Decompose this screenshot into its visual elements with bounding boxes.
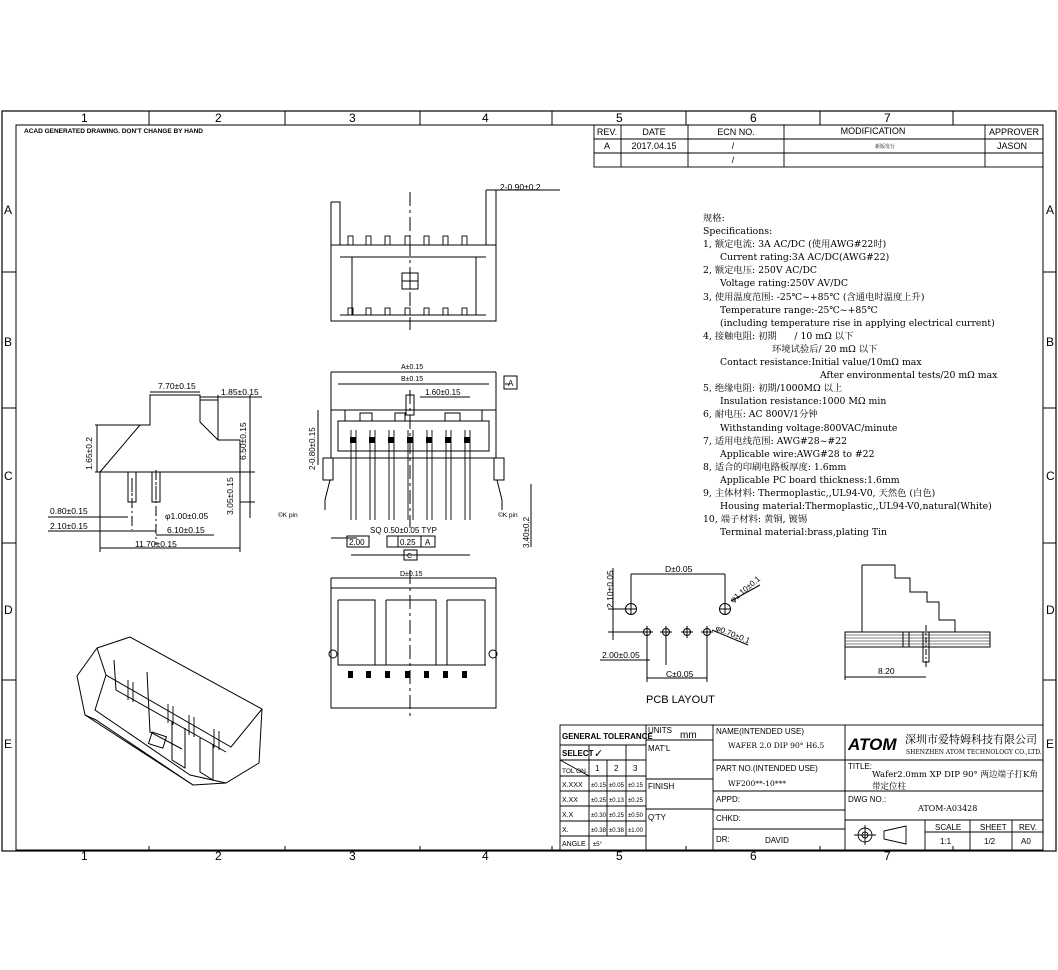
svg-text:B: B [1046, 335, 1055, 349]
svg-text:B: B [4, 335, 13, 349]
ecn-value-2: / [731, 155, 735, 165]
spec-line: 规格: [703, 213, 725, 224]
spec-line: 1, 额定电流: 3A AC/DC (使用AWG#22时) [703, 239, 887, 251]
spec-line: Applicable PC board thickness:1.6mm [720, 474, 900, 486]
svg-text:5: 5 [616, 849, 623, 863]
ecn-header: ECN NO. [717, 127, 755, 137]
svg-text:✓: ✓ [594, 748, 604, 760]
bottom-view [329, 570, 497, 716]
date-value: 2017.04.15 [631, 141, 677, 151]
dim-bottom-d: D±0.15 [400, 571, 423, 578]
pcb-dims [602, 564, 762, 706]
spec-line: After environmental tests/20 mΩ max [820, 370, 998, 382]
svg-text:0.25: 0.25 [400, 538, 416, 547]
svg-text:WAFER 2.0 DIP 90° H6.5: WAFER 2.0 DIP 90° H6.5 [728, 741, 825, 750]
svg-text:Wafer2.0mm XP DIP 90° 两边端子打K角: Wafer2.0mm XP DIP 90° 两边端子打K角 [872, 770, 1038, 780]
svg-text:4: 4 [482, 849, 489, 863]
svg-text:1.65±0.2: 1.65±0.2 [84, 436, 94, 470]
svg-text:A±0.15: A±0.15 [401, 364, 424, 371]
svg-text:PART NO.(INTENDED USE): PART NO.(INTENDED USE) [716, 764, 818, 773]
top-view [331, 190, 560, 330]
svg-text:E: E [1046, 737, 1055, 751]
svg-text:PCB LAYOUT: PCB LAYOUT [646, 694, 715, 706]
svg-text:TITLE:: TITLE: [848, 762, 873, 771]
svg-text:ATOM-A03428: ATOM-A03428 [918, 804, 978, 813]
svg-text:1: 1 [595, 764, 600, 773]
svg-text:X.X: X.X [562, 812, 574, 819]
spec-line: Applicable wire:AWG#28 to #22 [720, 448, 875, 460]
svg-text:1: 1 [81, 849, 88, 863]
svg-text:0.80±0.15: 0.80±0.15 [50, 506, 88, 516]
svg-text:2: 2 [614, 764, 619, 773]
spec-line: Temperature range:-25℃~+85℃ [720, 304, 878, 316]
svg-text:1:1: 1:1 [940, 837, 952, 846]
svg-text:±0.15: ±0.15 [628, 783, 643, 789]
spec-line: 环境试验后/ 20 mΩ 以下 [772, 343, 878, 355]
side-view-dims [50, 381, 259, 549]
svg-text:±0.25: ±0.25 [591, 798, 606, 804]
specifications-block [703, 212, 1053, 539]
svg-text:1/2: 1/2 [984, 837, 996, 846]
svg-text:FINISH: FINISH [648, 782, 675, 791]
svg-text:ANGLE: ANGLE [562, 841, 586, 848]
svg-text:SQ 0.50±0.05 TYP: SQ 0.50±0.05 TYP [370, 526, 437, 535]
svg-text:MAT'L: MAT'L [648, 744, 671, 753]
svg-text:APPD:: APPD: [716, 795, 741, 804]
svg-text:±0.13: ±0.13 [609, 798, 624, 804]
spec-line: Contact resistance:Initial value/10mΩ max [720, 357, 922, 369]
svg-text:NAME(INTENDED USE): NAME(INTENDED USE) [716, 727, 805, 736]
svg-text:2-0.80±0.15: 2-0.80±0.15 [308, 427, 317, 470]
svg-text:1.85±0.15: 1.85±0.15 [221, 387, 259, 397]
svg-text:A0: A0 [1021, 837, 1031, 846]
svg-text:1.60±0.15: 1.60±0.15 [425, 388, 461, 397]
svg-text:4: 4 [482, 111, 489, 125]
spec-line: Current rating:3A AC/DC(AWG#22) [720, 252, 890, 264]
svg-text:3: 3 [349, 111, 356, 125]
svg-text:WF200**-10***: WF200**-10*** [728, 779, 787, 788]
svg-text:2.00±0.05: 2.00±0.05 [602, 650, 640, 660]
spec-line: Terminal material:brass,plating Tin [720, 527, 888, 539]
svg-text:2: 2 [215, 849, 222, 863]
svg-text:D: D [4, 603, 13, 617]
spec-line: 9, 主体材料: Thermoplastic,,UL94-V0, 天然色 (白色) [703, 487, 936, 499]
mounted-detail-view [845, 565, 990, 680]
spec-line: Withstanding voltage:800VAC/minute [720, 422, 898, 434]
svg-text:mm: mm [680, 730, 697, 741]
svg-text:7: 7 [884, 111, 891, 125]
svg-text:3.05±0.15: 3.05±0.15 [225, 477, 235, 515]
svg-text:DAVID: DAVID [765, 836, 789, 845]
svg-text:6: 6 [750, 111, 757, 125]
rev-value: A [603, 141, 611, 151]
spec-line: Housing material:Thermoplastic,,UL94-V0,natural(White) [720, 501, 992, 513]
svg-text:带定位柱: 带定位柱 [872, 782, 907, 792]
svg-text:SHEET: SHEET [980, 823, 1007, 832]
svg-text:D: D [1046, 603, 1055, 617]
svg-text:DR:: DR: [716, 835, 730, 844]
approver-value: JASON [996, 141, 1028, 151]
modification-header: MODIFICATION [840, 126, 906, 136]
spec-line: 6, 耐电压: AC 800V/1分钟 [703, 409, 818, 421]
svg-text:±0.38: ±0.38 [609, 828, 624, 834]
svg-text:Q'TY: Q'TY [648, 813, 666, 822]
svg-text:DWG NO.:: DWG NO.: [848, 795, 887, 804]
svg-text:3: 3 [633, 764, 638, 773]
svg-text:A: A [508, 379, 514, 388]
dim-detail-8-20: 8.20 [878, 666, 895, 676]
svg-text:3: 3 [349, 849, 356, 863]
isometric-view [77, 637, 262, 785]
spec-line: 7, 适用电线范围: AWG#28~#22 [703, 435, 848, 447]
svg-text:6.10±0.15: 6.10±0.15 [167, 525, 205, 535]
svg-text:7.70±0.15: 7.70±0.15 [158, 381, 196, 391]
svg-text:X.: X. [562, 827, 569, 834]
svg-text:±1.00: ±1.00 [628, 828, 643, 834]
svg-text:3.40±0.2: 3.40±0.2 [522, 516, 531, 548]
spec-line: 4, 接触电阻: 初期 / 10 mΩ 以下 [703, 330, 854, 342]
spec-line: (including temperature rise in applying electrical current) [720, 317, 995, 329]
svg-text:6: 6 [750, 849, 757, 863]
spec-line: 2, 额定电压: 250V AC/DC [703, 265, 818, 277]
svg-text:SELECT: SELECT [562, 749, 594, 758]
svg-text:A: A [425, 538, 431, 547]
svg-text:X.XX: X.XX [562, 797, 578, 804]
spec-line: Voltage rating:250V AV/DC [720, 278, 848, 290]
svg-text:2.10±0.05: 2.10±0.05 [605, 570, 615, 608]
svg-text:1: 1 [81, 111, 88, 125]
svg-text:φ1.00±0.05: φ1.00±0.05 [165, 511, 209, 521]
svg-text:5: 5 [616, 111, 623, 125]
spec-line: Specifications: [703, 226, 773, 238]
svg-text:φ1.10±0.1: φ1.10±0.1 [728, 574, 763, 605]
svg-text:GENERAL TOLERANCE: GENERAL TOLERANCE [562, 732, 653, 741]
svg-text:A: A [4, 203, 13, 217]
svg-text:CHKD:: CHKD: [716, 814, 741, 823]
svg-text:±0.30: ±0.30 [591, 813, 606, 819]
svg-text:2.00: 2.00 [349, 538, 365, 547]
modification-value: 新版发行 [874, 144, 896, 150]
svg-text:±0.25: ±0.25 [609, 813, 624, 819]
svg-text:X.XXX: X.XXX [562, 782, 583, 789]
svg-text:±0.15: ±0.15 [591, 783, 606, 789]
dim-top-pin: 2-0.90±0.2 [500, 182, 541, 192]
svg-text:±0.50: ±0.50 [628, 813, 643, 819]
front-view-dims [278, 364, 531, 560]
svg-text:±0.38: ±0.38 [591, 828, 606, 834]
svg-text:TOL ON.: TOL ON. [562, 768, 588, 775]
svg-text:©K pin: ©K pin [498, 512, 518, 519]
rev-header: REV. [596, 127, 618, 137]
spec-line: 10, 端子材料: 黄铜, 镀锡 [703, 514, 808, 526]
header-note: ACAD GENERATED DRAWING. DON'T CHANGE BY HAND [24, 128, 203, 135]
svg-text:©K pin: ©K pin [278, 512, 298, 519]
company-logo: ATOM [848, 735, 897, 754]
svg-text:2: 2 [215, 111, 222, 125]
approver-header: APPROVER [988, 127, 1040, 137]
svg-text:C: C [4, 469, 13, 483]
spec-line: 8, 适合的印刷电路板厚度: 1.6mm [703, 461, 847, 473]
svg-text:φ0.70±0.1: φ0.70±0.1 [714, 623, 752, 646]
svg-text:±0.05: ±0.05 [609, 783, 624, 789]
svg-text:SCALE: SCALE [935, 823, 962, 832]
svg-text:11.70±0.15: 11.70±0.15 [135, 539, 177, 549]
svg-text:SHENZHEN ATOM TECHNOLOGY CO.,L: SHENZHEN ATOM TECHNOLOGY CO.,LTD. [906, 749, 1042, 756]
svg-text:±0.25: ±0.25 [628, 798, 643, 804]
svg-text:深圳市爱特姆科技有限公司: 深圳市爱特姆科技有限公司 [905, 733, 1037, 746]
svg-text:UNITS: UNITS [648, 726, 672, 735]
svg-text:6.50±0.15: 6.50±0.15 [238, 422, 248, 460]
svg-text:±5°: ±5° [593, 842, 603, 848]
svg-text:C: C [1046, 469, 1055, 483]
svg-text:A: A [1046, 203, 1055, 217]
spec-line: 5, 绝缘电阻: 初期/1000MΩ 以上 [703, 383, 843, 395]
spec-line: 3, 使用温度范围: -25℃~+85℃ (含通电时温度上升) [703, 291, 925, 303]
spec-line: Insulation resistance:1000 MΩ min [720, 396, 887, 408]
svg-text:7: 7 [884, 849, 891, 863]
ecn-value: / [731, 141, 735, 151]
svg-text:B±0.15: B±0.15 [401, 376, 424, 383]
pcb-layout [600, 568, 760, 682]
svg-text:C: C [407, 553, 413, 560]
svg-text:C±0.05: C±0.05 [666, 669, 694, 679]
svg-text:REV.: REV. [1019, 823, 1037, 832]
svg-text:D±0.05: D±0.05 [665, 564, 693, 574]
svg-text:E: E [4, 737, 13, 751]
revision-table [594, 125, 1043, 167]
date-header: DATE [642, 127, 666, 137]
svg-text:2.10±0.15: 2.10±0.15 [50, 521, 88, 531]
